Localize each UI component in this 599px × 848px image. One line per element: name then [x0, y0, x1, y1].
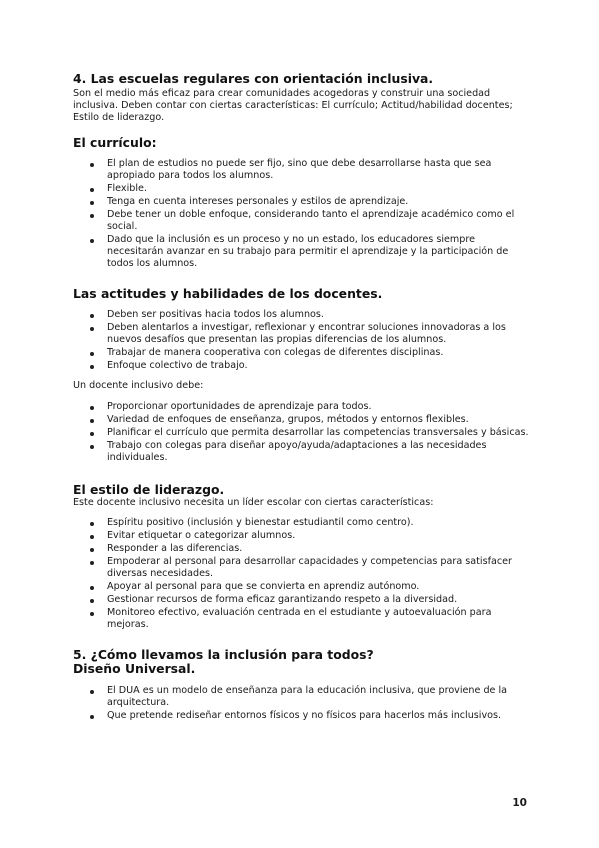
list-item: Responder a las diferencias.: [73, 543, 531, 555]
curriculo-title: El currículo:: [73, 135, 157, 150]
section-5-subtitle: Diseño Universal.: [73, 661, 196, 676]
list-item: Variedad de enfoques de enseñanza, grupos, métodos y entornos flexibles.: [73, 414, 531, 426]
list-item: Proporcionar oportunidades de aprendizaje para todos.: [73, 401, 531, 413]
liderazgo-title: El estilo de liderazgo.: [73, 482, 225, 497]
list-item: Planificar el currículo que permita desarrollar las competencias transversales y básicas.: [73, 427, 531, 439]
list-item: Gestionar recursos de forma eficaz garantizando respeto a la diversidad.: [73, 594, 531, 606]
list-item: El DUA es un modelo de enseñanza para la educación inclusiva, que proviene de la arquitectura.: [73, 685, 531, 709]
list-item: Enfoque colectivo de trabajo.: [73, 360, 531, 372]
actitudes-list: [73, 309, 531, 372]
section-5-title: 5. ¿Cómo llevamos la inclusión para todos?: [73, 647, 374, 662]
section-4-intro: Son el medio más eficaz para crear comunidades acogedoras y construir una sociedad inclusiva. Deben contar con ciertas características: El currículo; Actitud/habilidad docentes; Estilo de liderazgo.: [73, 88, 513, 123]
list-item: Deben ser positivas hacia todos los alumnos.: [73, 309, 531, 321]
list-item: Trabajar de manera cooperativa con colegas de diferentes disciplinas.: [73, 347, 531, 359]
list-item: El plan de estudios no puede ser fijo, sino que debe desarrollarse hasta que sea apropiado para todos los alumnos.: [73, 158, 531, 182]
section-5-list: [73, 685, 531, 722]
liderazgo-list: [73, 517, 531, 631]
list-item: Empoderar al personal para desarrollar capacidades y competencias para satisfacer diversas necesidades.: [73, 556, 531, 580]
list-item: Trabajo con colegas para diseñar apoyo/ayuda/adaptaciones a las necesidades individuales.: [73, 440, 531, 464]
list-item: Tenga en cuenta intereses personales y estilos de aprendizaje.: [73, 196, 531, 208]
page-number: 10: [512, 797, 527, 809]
curriculo-list: [73, 158, 531, 270]
list-item: Flexible.: [73, 183, 531, 195]
list-item: Monitoreo efectivo, evaluación centrada en el estudiante y autoevaluación para mejoras.: [73, 607, 531, 631]
list-item: Evitar etiquetar o categorizar alumnos.: [73, 530, 531, 542]
list-item: Apoyar al personal para que se convierta en aprendiz autónomo.: [73, 581, 531, 593]
document-page: [73, 72, 531, 722]
docente-list: [73, 401, 531, 464]
list-item: Debe tener un doble enfoque, considerando tanto el aprendizaje académico como el social.: [73, 209, 531, 233]
list-item: Deben alentarlos a investigar, reflexionar y encontrar soluciones innovadoras a los nuevos desafíos que presentan las propias diferencias de los alumnos.: [73, 322, 531, 346]
liderazgo-intro: Este docente inclusivo necesita un líder escolar con ciertas características:: [73, 497, 434, 508]
actitudes-title: Las actitudes y habilidades de los docentes.: [73, 286, 383, 301]
list-item: Que pretende rediseñar entornos físicos y no físicos para hacerlos más inclusivos.: [73, 710, 531, 722]
section-4-title: 4. Las escuelas regulares con orientación inclusiva.: [73, 71, 434, 86]
docente-label: Un docente inclusivo debe:: [73, 380, 204, 391]
list-item: Espíritu positivo (inclusión y bienestar estudiantil como centro).: [73, 517, 531, 529]
list-item: Dado que la inclusión es un proceso y no un estado, los educadores siempre necesitarán avanzar en su trabajo para permitir el aprendizaje y la participación de todos los alumnos.: [73, 234, 531, 270]
